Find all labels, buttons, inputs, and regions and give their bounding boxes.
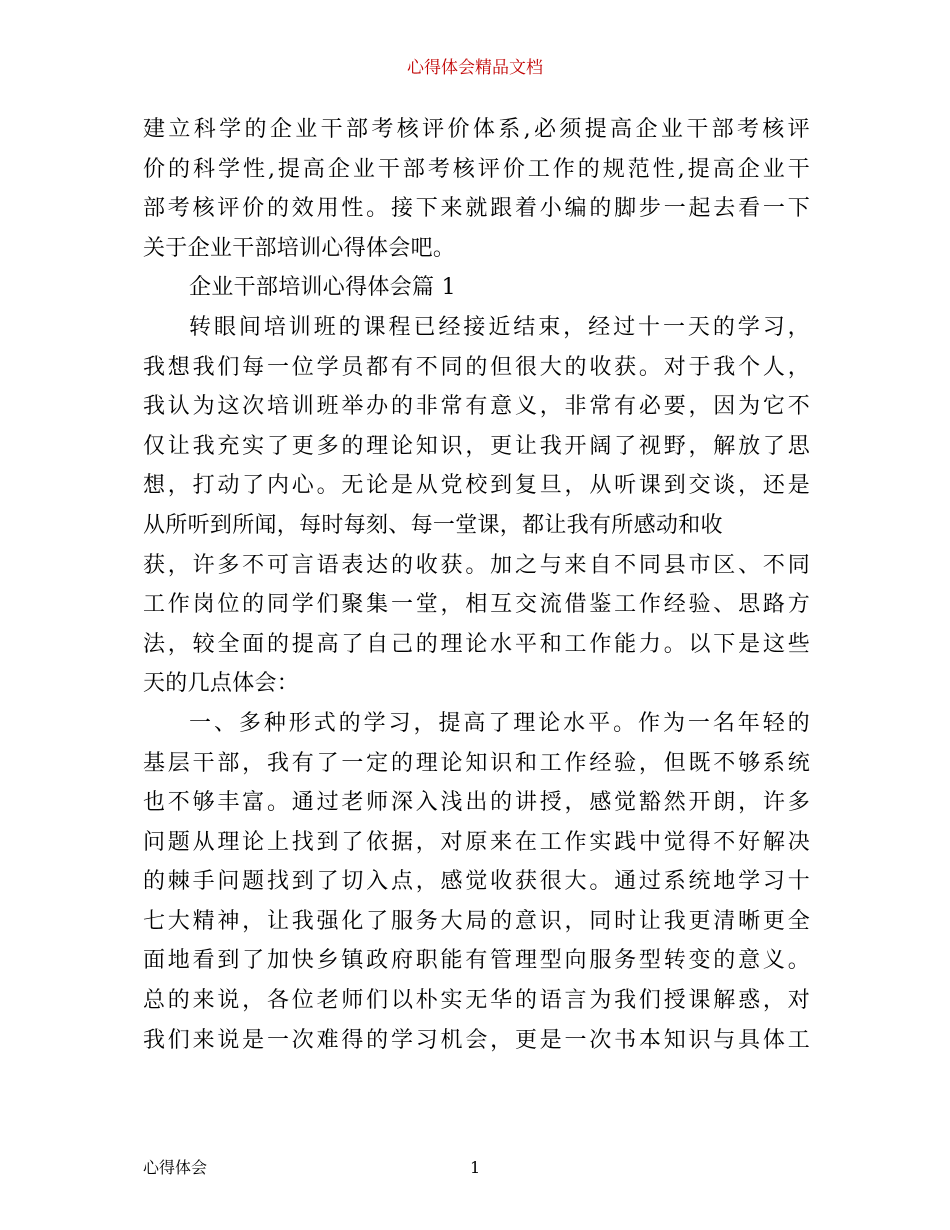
text-line: 转眼间培训班的课程已经接近结束，经过十一天的学习， [189,314,810,340]
text-line: 从所听到所闻，每时每刻、每一堂课，都让我有所感动和收 [143,512,723,538]
text-line: 我想我们每一位学员都有不同的但很大的收获。对于我个人， [143,354,810,380]
page-header-title: 心得体会精品文档 [407,58,543,78]
text-line: 仅让我充实了更多的理论知识，更让我开阔了视野，解放了思 [143,433,810,459]
text-line: 天的几点体会： [143,671,300,697]
text-line: 一、多种形式的学习，提高了理论水平。作为一名年轻的 [189,710,810,736]
text-line: 的棘手问题找到了切入点，感觉收获很大。通过系统地学习十 [143,869,810,895]
text-line: 建立科学的企业干部考核评价体系,必须提高企业干部考核评 [143,117,810,142]
text-line: 我们来说是一次难得的学习机会，更是一次书本知识与具体工 [143,1027,810,1053]
text-line: 工作岗位的同学们聚集一堂，相互交流借鉴工作经验、思路方 [143,592,810,618]
text-line: 总的来说，各位老师们以朴实无华的语言为我们授课解惑，对 [143,988,810,1014]
text-line: 我认为这次培训班举办的非常有意义，非常有必要，因为它不 [143,394,810,420]
text-line: 获，许多不可言语表达的收获。加之与来自不同县市区、不同 [143,552,810,578]
page-number: 1 [470,1158,481,1177]
section-heading: 企业干部培训心得体会篇 1 [189,275,456,301]
text-line: 部考核评价的效用性。接下来就跟着小编的脚步一起去看一下 [143,196,810,222]
text-line: 也不够丰富。通过老师深入浅出的讲授，感觉豁然开朗，许多 [143,790,810,816]
text-line: 关于企业干部培训心得体会吧。 [143,235,456,261]
document-body [143,110,810,1060]
text-line: 面地看到了加快乡镇政府职能有管理型向服务型转变的意义。 [143,948,810,974]
text-line: 基层干部，我有了一定的理论知识和工作经验，但既不够系统 [143,750,810,776]
text-line: 价的科学性,提高企业干部考核评价工作的规范性,提高企业干 [143,156,810,182]
text-line: 七大精神，让我强化了服务大局的意识，同时让我更清晰更全 [143,908,810,934]
text-line: 问题从理论上找到了依据，对原来在工作实践中觉得不好解决 [143,829,810,855]
text-line: 法，较全面的提高了自己的理论水平和工作能力。以下是这些 [143,631,810,657]
text-line: 想，打动了内心。无论是从党校到复旦，从听课到交谈，还是 [143,473,810,499]
page-footer-label: 心得体会 [143,1158,208,1177]
